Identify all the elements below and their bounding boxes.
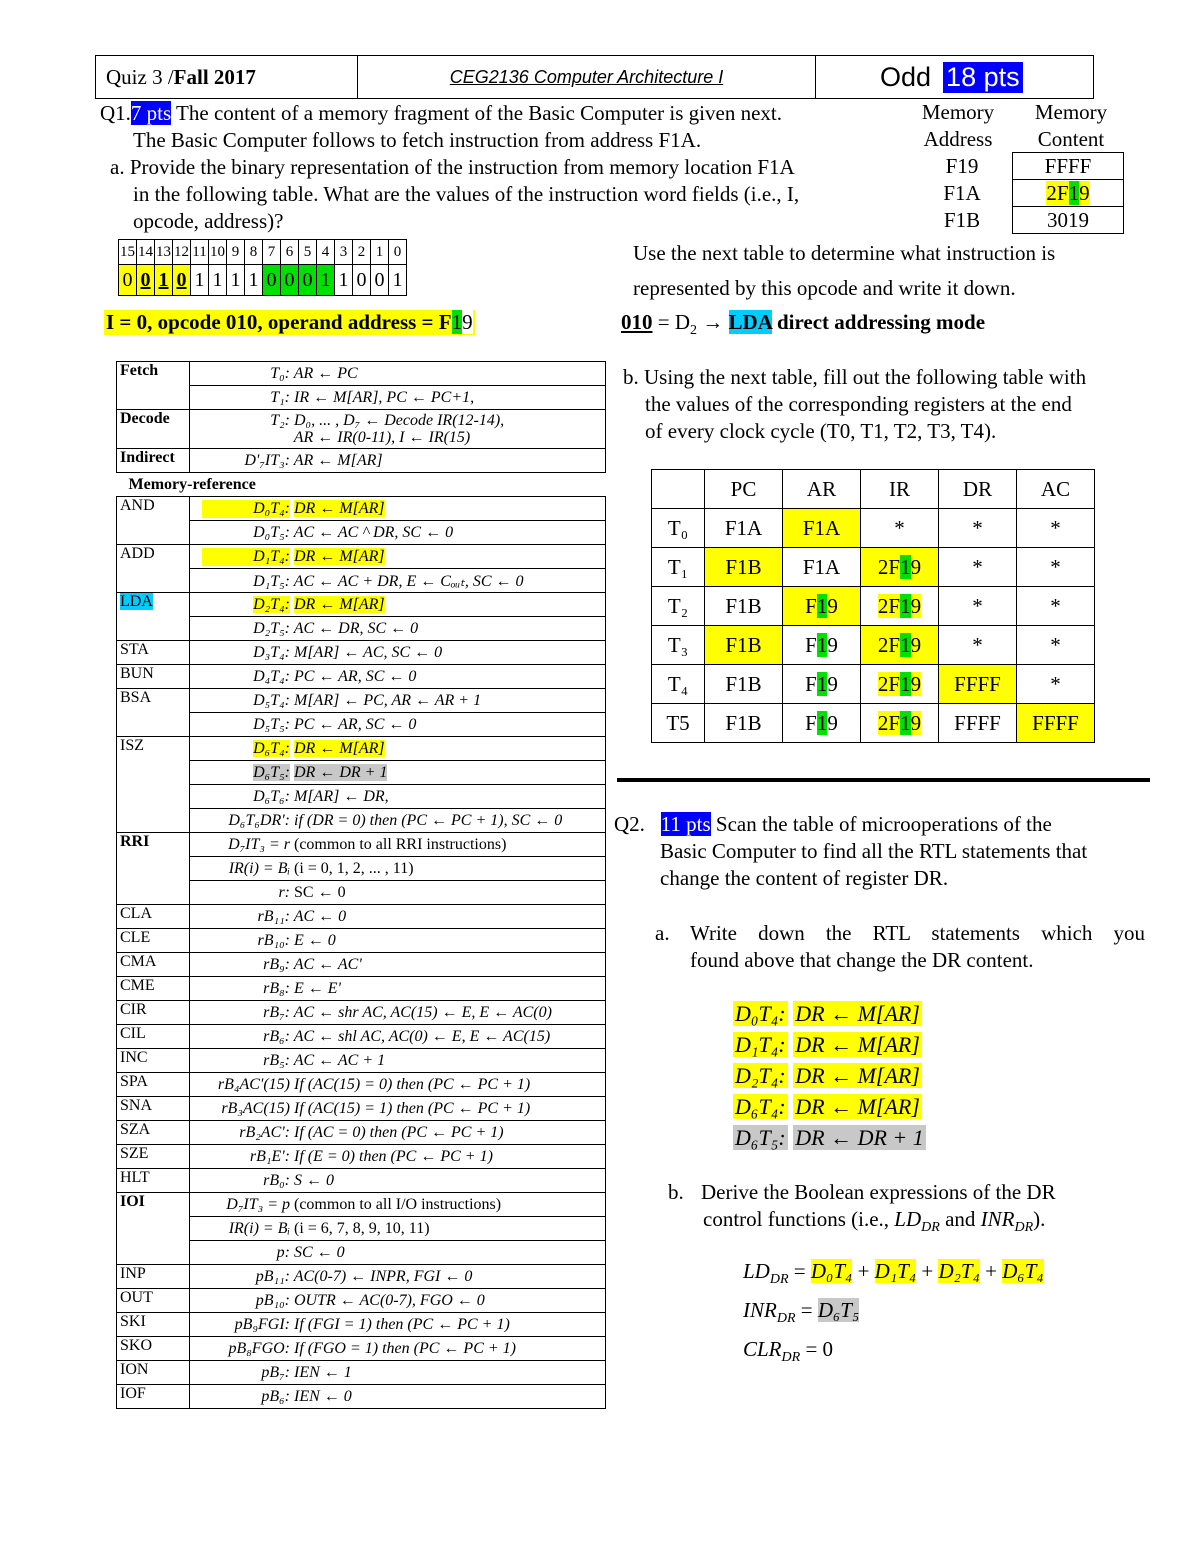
quiz-label: Quiz 3 / [106,64,174,89]
instruction-name: CIL [117,1025,190,1049]
instruction-name: IOF [117,1385,190,1409]
micro-row: IR(i) = Bᵢ (i = 0, 1, 2, ... , 11) [117,857,606,881]
instruction-name: ION [117,1361,190,1385]
micro-row: AND D₀T₄: DR ← M[AR] [117,497,606,521]
register-row: T₃ F1B F19 2F19 * * [652,626,1095,665]
micro-row: OUT pB₁₀: OUTR ← AC(0-7), FGO ← 0 [117,1289,606,1313]
instruction-name: CIR [117,1001,190,1025]
micro-row: Indirect D'₇IT₃: AR ← M[AR] [117,449,606,473]
micro-row: ADD D₁T₄: DR ← M[AR] [117,545,606,569]
micro-row: D₁T₅: AC ← AC + DR, E ← Cₒᵤₜ, SC ← 0 [117,569,606,593]
instruction-name: OUT [117,1289,190,1313]
register-row: T5 F1B F19 2F19 FFFF FFFF [652,704,1095,743]
micro-row: INC rB₅: AC ← AC + 1 [117,1049,606,1073]
q2-line3: change the content of register DR. [660,866,949,890]
micro-row: IOI D₇IT₃ = p (common to all I/O instructions) [117,1193,606,1217]
instruction-name: CMA [117,953,190,977]
q1-line1: Q1.7 pts The content of a memory fragment of the Basic Computer is given next. [100,101,782,125]
quiz-title [96,56,358,98]
memory-row: F19 FFFF [912,153,1124,180]
instruction-name: SPA [117,1073,190,1097]
q1-label: Q1. [100,101,131,125]
micro-row: SKI pB₉FGI: If (FGI = 1) then (PC ← PC + 1) [117,1313,606,1337]
course-title: CEG2136 Computer Architecture I [358,56,816,98]
instruction-name: CME [117,977,190,1001]
use-table-line1: Use the next table to determine what instruction is [633,241,1056,265]
micro-row: D₆T₅: DR ← DR + 1 [117,761,606,785]
memory-row: F1B 3019 [912,207,1124,234]
register-header: PC AR IR DR AC [652,470,1095,509]
micro-row: HLT rB₀: S ← 0 [117,1169,606,1193]
opcode-answer: $010 = D_2$ → LDA direct addressing mode [621,310,986,339]
micro-row: SPA rB₄AC'(15) If (AC(15) = 0) then (PC ← PC + 1) [117,1073,606,1097]
version-box [816,56,1093,98]
instruction-name: SKI [117,1313,190,1337]
register-table [651,469,1095,743]
use-table-line2: represented by this opcode and write it down. [633,276,1016,300]
memory-row: F1A 2F19 [912,180,1124,207]
q1a-line1: a. Provide the binary representation of the instruction from memory location F1A [110,155,795,179]
dr-statement: D₆T₅: DR ← DR + 1 [735,1125,924,1150]
register-row: T₁ F1B F1A 2F19 * * [652,548,1095,587]
micro-row: SZE rB₁E': If (E = 0) then (PC ← PC + 1) [117,1145,606,1169]
q2b-label: b. [668,1180,684,1204]
micro-row: ISZ D₆T₄: DR ← M[AR] [117,737,606,761]
micro-row: IOF pB₆: IEN ← 0 [117,1385,606,1409]
memory-table [912,152,1124,234]
register-row: T₀ F1A F1A * * * [652,509,1095,548]
micro-row: IR(i) = Bᵢ (i = 6, 7, 8, 9, 10, 11) [117,1217,606,1241]
q2b-line2: control functions (i.e., $LD_{DR}$ and $INR_{DR}$). [703,1207,1046,1236]
micro-row: RRI D₇IT₃ = r (common to all RRI instructions) [117,833,606,857]
micro-row: BUN D₄T₄: PC ← AR, SC ← 0 [117,665,606,689]
q1a-line3: opcode, address)? [133,209,284,233]
semester: Fall 2017 [173,64,256,89]
dr-statement: D₂T₄: DR ← M[AR] [735,1063,920,1088]
dr-statement: D₁T₄: DR ← M[AR] [735,1032,920,1057]
section-divider [617,778,1150,782]
q1-points: 7 pts [130,101,172,125]
micro-row: D₆T₆DR': if (DR = 0) then (PC ← PC + 1), SC ← 0 [117,809,606,833]
micro-section: Memory-reference [117,473,606,497]
q2a-label: a. [655,921,670,945]
q1a-answer: I = 0, opcode 010, operand address = F19 [106,310,473,334]
micro-row: D₆T₆: M[AR] ← DR, [117,785,606,809]
content-highlight: 2F19 [1046,180,1090,205]
q2-line1: Q2. 11 pts Scan the table of microoperations of the [614,812,1052,836]
q1b-line2: the values of the corresponding registers at the end [645,392,1072,416]
register-row: T₄ F1B F19 2F19 FFFF * [652,665,1095,704]
micro-row: T₁: IR ← M[AR], PC ← PC+1, [117,386,606,410]
micro-row: CMA rB₉: AC ← AC' [117,953,606,977]
inr-dr-expression: $INR_{DR} = D_6T_5$ [743,1298,860,1327]
micro-row: D₀T₅: AC ← AC ^ DR, SC ← 0 [117,521,606,545]
micro-row: INP pB₁₁: AC(0-7) ← INPR, FGI ← 0 [117,1265,606,1289]
micro-row: D₅T₅: PC ← AR, SC ← 0 [117,713,606,737]
micro-row: p: SC ← 0 [117,1241,606,1265]
micro-row: Fetch T₀: AR ← PC [117,362,606,386]
quiz-header [95,55,1094,99]
q1b-line1: b. Using the next table, fill out the following table with [623,365,1087,389]
instruction-name: SNA [117,1097,190,1121]
micro-row: SZA rB₂AC': If (AC = 0) then (PC ← PC + 1) [117,1121,606,1145]
micro-row: D₂T₅: AC ← DR, SC ← 0 [117,617,606,641]
micro-row: r: SC ← 0 [117,881,606,905]
microoperations-table [116,361,606,1409]
q1a-line2: in the following table. What are the values of the instruction word fields (i.e., I, [133,182,800,206]
q2-line2: Basic Computer to find all the RTL statements that [660,839,1088,863]
instruction-name: CLE [117,929,190,953]
micro-row: CLE rB₁₀: E ← 0 [117,929,606,953]
micro-row: CIL rB₆: AC ← shl AC, AC(0) ← E, E ← AC(15) [117,1025,606,1049]
micro-row: ION pB₇: IEN ← 1 [117,1361,606,1385]
instruction-bits-table [118,239,407,296]
dr-statement: D₆T₄: DR ← M[AR] [735,1094,920,1119]
q2b-line1: Derive the Boolean expressions of the DR [701,1180,1056,1204]
micro-row: SNA rB₃AC(15) If (AC(15) = 1) then (PC ← PC + 1) [117,1097,606,1121]
instruction-name: CLA [117,905,190,929]
q1-line2: The Basic Computer follows to fetch instruction from address F1A. [133,128,702,152]
micro-row: CLA rB₁₁: AC ← 0 [117,905,606,929]
version-label: Odd [880,61,932,92]
bit-positions: 15 14 13 12 11 10 9 8 7 6 5 4 3 2 1 0 [119,240,407,265]
instruction-name: SZE [117,1145,190,1169]
dr-statement: D₀T₄: DR ← M[AR] [735,1001,920,1026]
q2-points: 11 pts [660,812,711,836]
clr-dr-expression: $CLR_{DR} = 0$ [743,1337,834,1366]
bit-values: 0 0 1 0 1 1 1 1 0 0 0 1 1 0 0 1 [119,265,407,296]
register-row: T₂ F1B F19 2F19 * * [652,587,1095,626]
instruction-name: HLT [117,1169,190,1193]
q1b-line3: of every clock cycle (T0, T1, T2, T3, T4). [645,419,997,443]
micro-row: BSA D₅T₄: M[AR] ← PC, AR ← AR + 1 [117,689,606,713]
instruction-name: SKO [117,1337,190,1361]
ld-dr-expression: $LD_{DR} = D_0T_4 + D_1T_4 + D_2T_4 + D_6T_4$ [743,1259,1044,1288]
q2a-line2: found above that change the DR content. [690,948,1034,972]
micro-row: CIR rB₇: AC ← shr AC, AC(15) ← E, E ← AC(0) [117,1001,606,1025]
micro-row: SKO pB₈FGO: If (FGO = 1) then (PC ← PC + 1) [117,1337,606,1361]
total-points: 18 pts [943,62,1023,93]
micro-row: Decode T₂: D₀, ... , D₇ ← Decode IR(12-14), AR ← IR(0-11), I ← IR(15) [117,410,606,449]
micro-row: CME rB₈: E ← E' [117,977,606,1001]
micro-row: LDA D₂T₄: DR ← M[AR] [117,593,606,617]
micro-row: STA D₃T₄: M[AR] ← AC, SC ← 0 [117,641,606,665]
instruction-name: SZA [117,1121,190,1145]
instruction-name: INP [117,1265,190,1289]
q2a-line1: Write down the RTL statements which you [690,921,1145,945]
instruction-name: INC [117,1049,190,1073]
